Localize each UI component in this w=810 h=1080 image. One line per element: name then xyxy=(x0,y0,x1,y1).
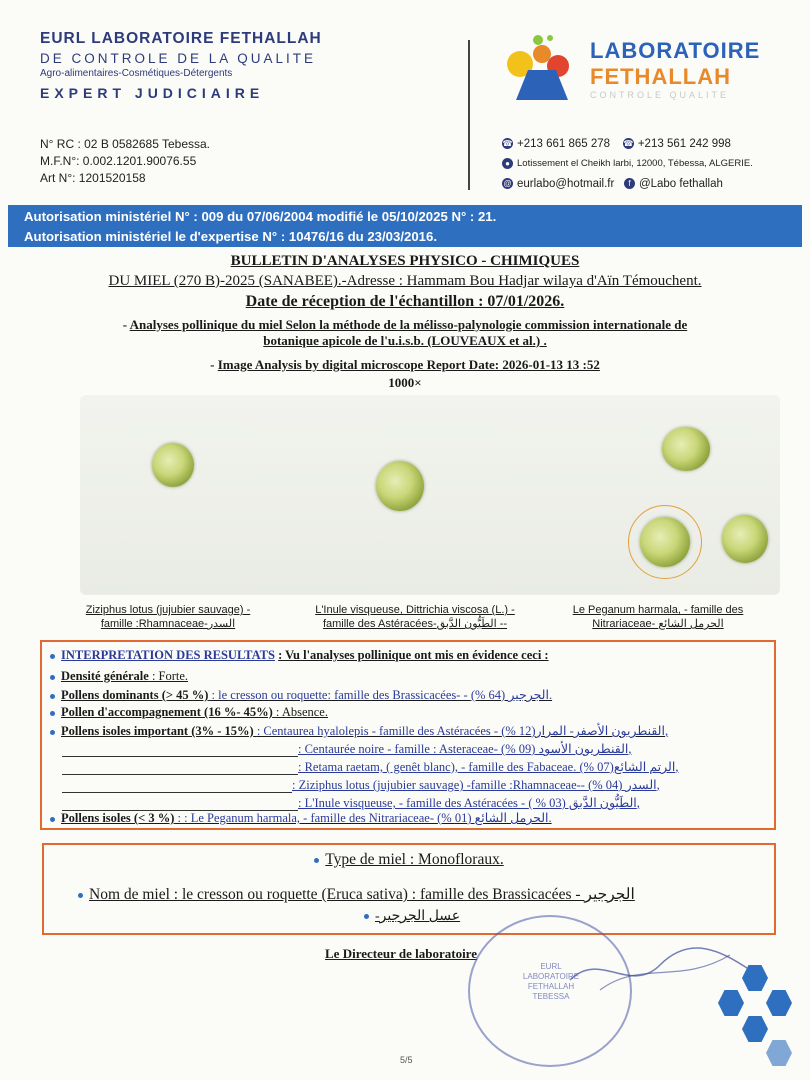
bullet-icon xyxy=(50,694,55,699)
interpretation-heading: INTERPRETATION DES RESULTATS xyxy=(61,648,275,662)
art-number: Art N°: 1201520158 xyxy=(40,171,146,185)
image-report-text: Image Analysis by digital microscope Report Date: 2026-01-13 13 :52 xyxy=(217,357,600,372)
contact-block xyxy=(502,134,753,194)
caption-line: Nitrariaceae- الحرمل الشائع xyxy=(592,618,724,630)
highlight-circle xyxy=(628,505,702,579)
lab-name: EURL LABORATOIRE FETHALLAH xyxy=(40,30,322,47)
logo-line2: FETHALLAH xyxy=(590,64,731,89)
lab-subtitle: DE CONTROLE DE LA QUALITE xyxy=(40,51,317,66)
rc-number: N° RC : 02 B 0582685 Tebessa. xyxy=(40,137,211,151)
isoles-important-item: : Centaurée noire - famille : Asteraceae- القنطريون الأسود (09 %), xyxy=(298,742,632,756)
lab-expert: EXPERT JUDICIAIRE xyxy=(40,85,265,101)
sample-description: DU MIEL (270 B)-2025 (SANABEE).-Adresse : Hammam Bou Hadjar wilaya d'Aïn Témouchent. xyxy=(108,273,702,289)
interpretation-heading-rest: : Vu l'analyses pollinique ont mis en évidence ceci : xyxy=(278,648,549,662)
caption-line: famille des Astéracées-الطَيُّون الدَّبق -- xyxy=(322,618,508,630)
pollen-grain xyxy=(722,515,768,563)
honey-name-ar: -عسل الجرجير xyxy=(375,909,461,924)
honey-name: Nom de miel : le cresson ou roquette (Eruca sativa) : famille des Brassicacées - الجرجير xyxy=(89,886,635,903)
isoles-important-item: : Retama raetam, ( genêt blanc), - famille des Fabaceae. الرتم الشائع(07 %), xyxy=(298,760,679,774)
hexagon-decoration-icon xyxy=(766,990,792,1016)
facebook: @Labo fethallah xyxy=(638,178,723,190)
image-report: - Image Analysis by digital microscope Report Date: 2026-01-13 13 :52 xyxy=(210,357,600,372)
method-line-b: botanique apicole de l'u.i.s.b. (LOUVEAUX et al.) . xyxy=(263,333,547,348)
densite-label: Densité générale xyxy=(61,669,149,683)
caption-line: Le Peganum harmala, - famille des xyxy=(572,604,744,616)
method-text: - Analyses pollinique du miel Selon la méthode de la mélisso-palynologie commission internationale de botanique apicole de l'u.i.s.b. (LOUVEAUX et al.) . xyxy=(122,317,688,348)
interpretation-box xyxy=(40,640,776,830)
honey-type: Type de miel : Monofloraux. xyxy=(325,851,504,868)
bulletin-title: BULLETIN D'ANALYSES PHYSICO - CHIMIQUES xyxy=(230,253,580,269)
email: eurlabo@hotmail.fr xyxy=(517,178,615,190)
dominants-line xyxy=(50,687,552,703)
bullet-icon xyxy=(50,711,55,716)
caption-ziziphus xyxy=(58,603,278,631)
bullet-icon xyxy=(50,675,55,680)
caption-inule xyxy=(290,603,540,631)
logo-line3: CONTROLE QUALITE xyxy=(590,90,730,100)
registration-ids xyxy=(40,136,210,187)
dominants-label: Pollens dominants (> 45 %) xyxy=(61,688,209,702)
phone2: +213 561 242 998 xyxy=(637,138,731,150)
caption-line: Ziziphus lotus (jujubier sauvage) - xyxy=(85,604,251,616)
isoles-value: : : Le Peganum harmala, - famille des Nitrariaceae- الحرمل الشائع (01 %). xyxy=(177,811,552,825)
phone1: +213 661 865 278 xyxy=(517,138,611,150)
caption-peganum xyxy=(548,603,768,631)
bullet-icon xyxy=(78,893,83,898)
bullet-icon xyxy=(50,817,55,822)
lab-header xyxy=(40,30,340,101)
email-icon: @ xyxy=(503,179,512,189)
reception-date: Date de réception de l'échantillon : 07/01/2026. xyxy=(245,293,565,310)
authorization-line1: Autorisation ministériel N° : 009 du 07/06/2004 modifié le 05/10/2025 N° : 21. xyxy=(24,209,497,224)
isoles-important-label: Pollens isoles important (3% - 15%) xyxy=(61,724,254,738)
interpretation-heading-line xyxy=(50,648,549,663)
name-ar-line xyxy=(364,908,460,925)
logo-line1: LABORATOIRE xyxy=(590,38,761,63)
isoles-important-item: : Ziziphus lotus (jujubier sauvage) -famille :Rhamnaceae-- السدر (04 %), xyxy=(292,778,660,792)
hexagon-decoration-icon xyxy=(766,1040,792,1066)
bullet-icon xyxy=(364,914,369,919)
lab-logo xyxy=(498,30,788,105)
caption-line: famille :Rhamnaceae-السدر xyxy=(100,618,236,630)
microscope-image xyxy=(80,395,780,595)
isoles-important-item: : Centaurea hyalolepis - famille des Astéracées - القنطريون الأصفر- المرار(12 %), xyxy=(256,724,669,738)
flask-logo-icon xyxy=(498,30,586,105)
bullet-icon xyxy=(50,730,55,735)
isoles-important-row xyxy=(62,741,632,757)
pollen-grain xyxy=(376,461,424,511)
method-line-a: Analyses pollinique du miel Selon la méthode de la mélisso-palynologie commission internationale de xyxy=(129,317,688,332)
accompagnement-line xyxy=(50,705,328,720)
dominants-value: : le cresson ou roquette: famille des Brassicacées- - الجرجير (64 %). xyxy=(211,688,553,702)
page-number: 5/5 xyxy=(400,1055,413,1065)
header-divider xyxy=(468,40,470,190)
accompagnement-label: Pollen d'accompagnement (16 %- 45%) xyxy=(61,705,273,719)
whatsapp-icon: ☎ xyxy=(623,139,634,149)
stamp-line2: FETHALLAH xyxy=(527,982,575,991)
type-line xyxy=(44,851,774,869)
authorization-band xyxy=(8,205,802,247)
isoles-important-row xyxy=(62,795,640,811)
isoles-line xyxy=(50,810,552,826)
isoles-label: Pollens isoles (< 3 %) xyxy=(61,811,175,825)
magnification: 1000× xyxy=(388,375,422,390)
isoles-important-row xyxy=(62,759,678,775)
stamp-line3: TEBESSA xyxy=(532,992,570,1001)
isoles-important-line xyxy=(50,723,668,739)
isoles-important-item: : L'Inule visqueuse, - famille des Astéracées - الطَيُّون الدَّبق (03 % ), xyxy=(298,796,640,810)
caption-line: L'Inule visqueuse, Dittrichia viscosa (L.) - xyxy=(315,604,515,616)
mfn-number: M.F.N°: 0.002.1201.90076.55 xyxy=(40,154,197,168)
densite-value: : Forte. xyxy=(151,669,189,683)
honey-type-box xyxy=(42,843,776,935)
name-line xyxy=(78,885,635,904)
facebook-icon: f xyxy=(624,178,635,189)
location-icon: ● xyxy=(502,158,513,169)
isoles-important-row xyxy=(62,777,660,793)
bullet-icon xyxy=(314,858,319,863)
accompagnement-value: : Absence. xyxy=(275,705,328,719)
pollen-grain xyxy=(662,427,710,471)
address: Lotissement el Cheikh larbi, 12000, Tébessa, ALGERIE. xyxy=(517,158,753,169)
phone-icon: ☎ xyxy=(502,139,513,149)
authorization-line2: Autorisation ministériel le d'expertise N° : 10476/16 du 23/03/2016. xyxy=(24,229,438,244)
pollen-grain xyxy=(152,443,194,487)
lab-activities: Agro-alimentaires-Cosmétiques-Détergents xyxy=(40,68,233,79)
director-signature-label: Le Directeur de laboratoire xyxy=(325,946,477,961)
bullet-icon xyxy=(50,654,55,659)
stamp-line1: EURL LABORATOIRE xyxy=(522,962,580,981)
densite-line xyxy=(50,669,188,684)
hexagon-decoration-icon xyxy=(742,1016,768,1042)
